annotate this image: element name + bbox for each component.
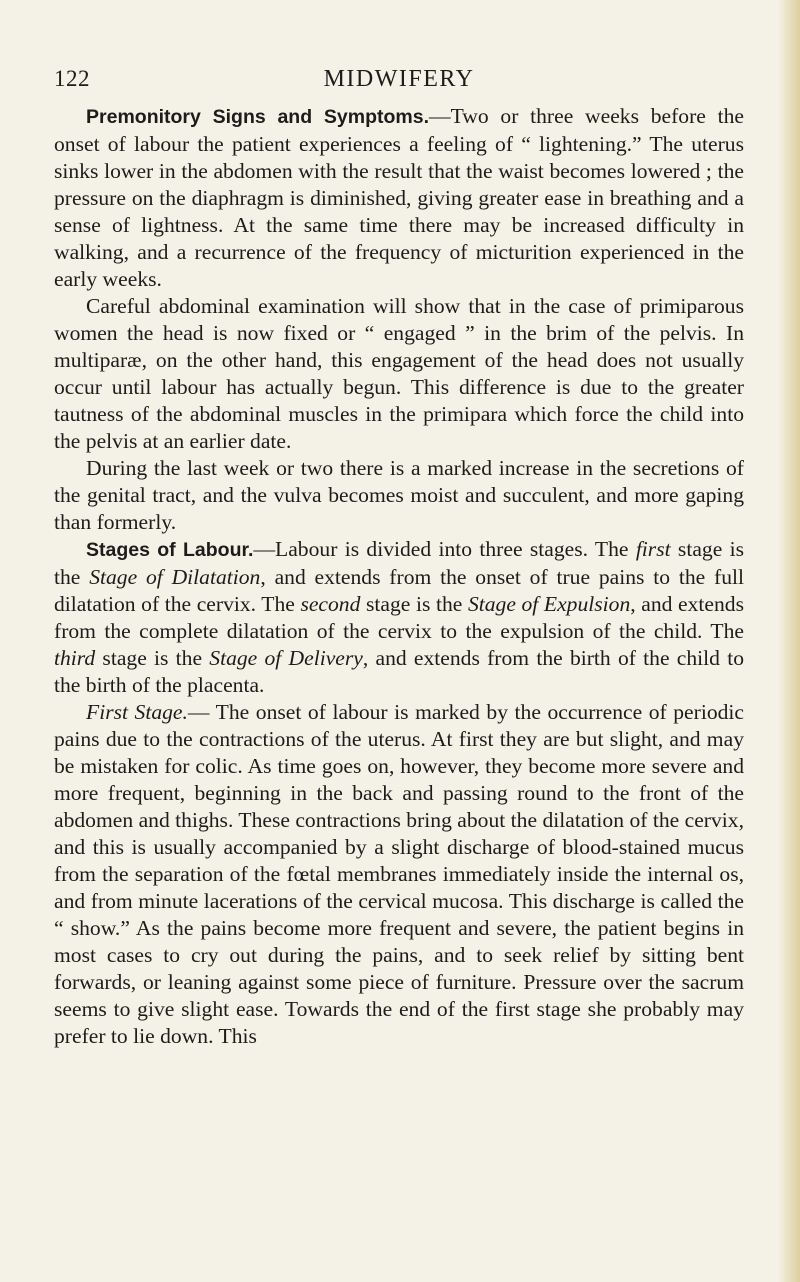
stage-name-expulsion: Stage of Expulsion	[467, 592, 631, 616]
paragraph-text: stage is the	[95, 646, 210, 670]
paragraph-text: — The onset of labour is marked by the occurrence of periodic pains due to the contractions of the uterus. At first they are but slight, and may be mistaken for colic. As time goes on, however, they become more severe and more frequent, beginning in the back and passing round to the front of the abdomen and thighs. These contractions bring about the dilatation of the cervix, and this is usually accompanied by a slight discharge of blood-stained mucus from the separation of the fœtal membranes immediately inside the internal os, and from minute lacerations of the cervical mucosa. This discharge is called the “ show.” As the pains become more frequent and severe, the patient begins in most cases to cry out during the pains, and to seek relief by sitting bent forwards, or leaning against some piece of furniture. Pressure over the sacrum seems to give slight ease. Towards the end of the first stage she probably may prefer to lie down. This	[54, 700, 744, 1048]
stage-name-dilatation: Stage of Dilatation	[89, 565, 261, 589]
running-head: MIDWIFERY	[323, 66, 475, 92]
page-header	[54, 66, 744, 96]
page-number: 122	[54, 66, 90, 91]
page-edge-shadow	[778, 0, 800, 1282]
paragraph-first-stage	[54, 699, 744, 1050]
paragraph-text: During the last week or two there is a marked increase in the secretions of the genital tract, and the vulva becomes moist and succulent, and more gaping than formerly.	[54, 456, 744, 534]
paragraph-text: , and extends from the birth of the child to the birth of the placenta.	[54, 646, 744, 697]
page-body	[54, 103, 744, 1050]
emphasis-second: second	[300, 592, 361, 616]
paragraph-text: Careful abdominal examination will show that in the case of primiparous women the head is now fixed or “ engaged ” in the brim of the pelvis. In multiparæ, on the other hand, this engagement of the head does not usually occur until labour has actually begun. This difference is due to the greater tautness of the abdominal muscles in the primipara which force the child into the pelvis at an earlier date.	[54, 294, 744, 453]
paragraph-text: , and extends from the onset of true pains to the full dilatation of the cervix. The	[54, 565, 744, 616]
stage-name-delivery: Stage of Delivery	[209, 646, 363, 670]
paragraph-stages-of-labour	[54, 536, 744, 699]
paragraph-text: —Two or three weeks before the onset of labour the patient experiences a feeling of “ lightening.” The uterus sinks lower in the abdomen with the result that the waist becomes lowered ; the pressure on the diaphragm is diminished, giving greater ease in breathing and a sense of lightness. At the same time there may be increased difficulty in walking, and a recurrence of the frequency of micturition experienced in the early weeks.	[54, 104, 744, 291]
section-heading-first-stage: First Stage.	[86, 700, 188, 724]
paragraph-text: , and extends from the complete dilatation of the cervix to the expulsion of the child. The	[54, 592, 744, 643]
emphasis-first: first	[635, 537, 671, 561]
section-heading-premonitory-signs: Premonitory Signs and Symptoms.	[86, 106, 429, 128]
paragraph-secretions	[54, 455, 744, 536]
emphasis-third: third	[54, 646, 96, 670]
section-heading-stages-of-labour: Stages of Labour.	[86, 539, 254, 561]
paragraph-text: stage is the	[360, 592, 468, 616]
paragraph-abdominal-examination	[54, 293, 744, 455]
paragraph-text: stage is the	[54, 537, 745, 589]
paragraph-text: —Labour is divided into three stages. The	[253, 537, 636, 561]
paragraph-premonitory-signs	[54, 103, 744, 293]
